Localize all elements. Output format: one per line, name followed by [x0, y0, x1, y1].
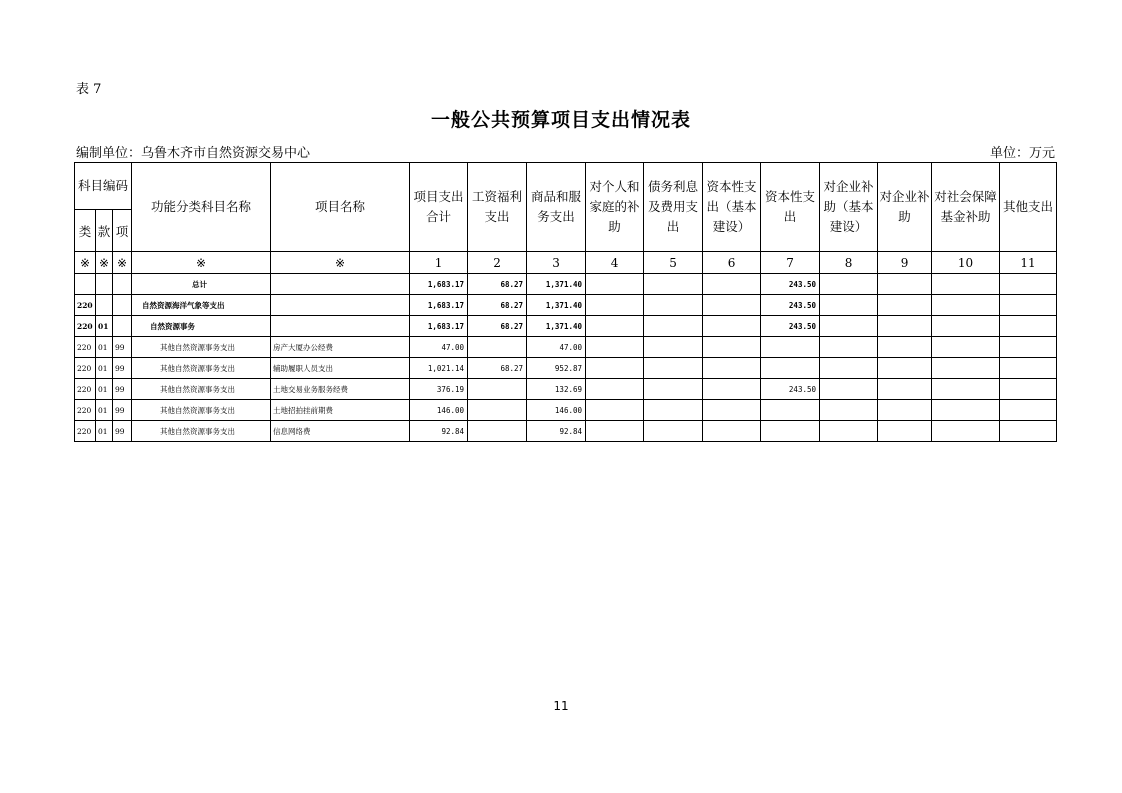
- index-cell: 10: [932, 252, 1000, 274]
- cell-xiang: 99: [113, 379, 132, 400]
- index-cell: 4: [586, 252, 644, 274]
- cell-lei: 220: [75, 316, 96, 337]
- index-cell: 5: [644, 252, 703, 274]
- cell-social-security: [932, 421, 1000, 442]
- table-row: [75, 400, 1057, 421]
- cell-wages: 68.27: [468, 358, 527, 379]
- cell-capital: 243.50: [761, 316, 820, 337]
- cell-debt: [644, 379, 703, 400]
- table-row: [75, 274, 1057, 295]
- cell-debt: [644, 295, 703, 316]
- cell-debt: [644, 316, 703, 337]
- cell-personal: [586, 358, 644, 379]
- cell-kuan: 01: [96, 337, 113, 358]
- table-row: [75, 421, 1057, 442]
- cell-project-name: 土地交易业务服务经费: [271, 379, 410, 400]
- cell-total: 1,021.14: [410, 358, 468, 379]
- cell-capital: 243.50: [761, 274, 820, 295]
- table-row: [75, 379, 1057, 400]
- header-enterprise-basic: 对企业补助（基本建设）: [820, 163, 878, 252]
- header-debt: 债务利息及费用支出: [644, 163, 703, 252]
- index-row: [75, 252, 1057, 274]
- table-row: [75, 295, 1057, 316]
- cell-capital-basic: [703, 316, 761, 337]
- cell-other: [1000, 274, 1057, 295]
- index-cell: 2: [468, 252, 527, 274]
- header-social-security: 对社会保障基金补助: [932, 163, 1000, 252]
- cell-xiang: [113, 316, 132, 337]
- cell-total: 376.19: [410, 379, 468, 400]
- cell-debt: [644, 400, 703, 421]
- header-other: 其他支出: [1000, 163, 1057, 252]
- cell-goods: 47.00: [527, 337, 586, 358]
- cell-capital: [761, 358, 820, 379]
- cell-function-name: 其他自然资源事务支出: [132, 358, 271, 379]
- cell-goods: 952.87: [527, 358, 586, 379]
- cell-other: [1000, 358, 1057, 379]
- cell-xiang: 99: [113, 421, 132, 442]
- cell-enterprise-basic: [820, 316, 878, 337]
- cell-xiang: 99: [113, 400, 132, 421]
- index-cell: 9: [878, 252, 932, 274]
- index-cell: ※: [96, 252, 113, 274]
- cell-wages: [468, 337, 527, 358]
- cell-debt: [644, 358, 703, 379]
- cell-social-security: [932, 316, 1000, 337]
- cell-lei: 220: [75, 379, 96, 400]
- cell-project-name: [271, 274, 410, 295]
- cell-personal: [586, 316, 644, 337]
- cell-wages: 68.27: [468, 295, 527, 316]
- cell-other: [1000, 379, 1057, 400]
- cell-wages: 68.27: [468, 316, 527, 337]
- cell-capital-basic: [703, 337, 761, 358]
- cell-wages: [468, 379, 527, 400]
- cell-debt: [644, 337, 703, 358]
- cell-other: [1000, 295, 1057, 316]
- cell-goods: 92.84: [527, 421, 586, 442]
- cell-goods: 1,371.40: [527, 316, 586, 337]
- cell-enterprise: [878, 337, 932, 358]
- cell-lei: 220: [75, 400, 96, 421]
- cell-enterprise-basic: [820, 337, 878, 358]
- cell-personal: [586, 421, 644, 442]
- cell-capital-basic: [703, 358, 761, 379]
- cell-function-name: 其他自然资源事务支出: [132, 421, 271, 442]
- header-capital-basic: 资本性支出（基本建设）: [703, 163, 761, 252]
- cell-social-security: [932, 337, 1000, 358]
- cell-enterprise-basic: [820, 421, 878, 442]
- cell-capital: [761, 421, 820, 442]
- cell-xiang: [113, 274, 132, 295]
- cell-total: 146.00: [410, 400, 468, 421]
- table-number: 表 7: [76, 82, 102, 97]
- cell-enterprise: [878, 274, 932, 295]
- index-cell: ※: [271, 252, 410, 274]
- cell-debt: [644, 274, 703, 295]
- cell-function-name: 其他自然资源事务支出: [132, 379, 271, 400]
- cell-kuan: 01: [96, 400, 113, 421]
- page-number: 11: [553, 699, 569, 713]
- cell-lei: 220: [75, 295, 96, 316]
- cell-personal: [586, 337, 644, 358]
- index-cell: ※: [132, 252, 271, 274]
- index-cell: 7: [761, 252, 820, 274]
- index-cell: 11: [1000, 252, 1057, 274]
- cell-enterprise-basic: [820, 295, 878, 316]
- cell-project-name: 土地招拍挂前期费: [271, 400, 410, 421]
- cell-goods: 1,371.40: [527, 295, 586, 316]
- cell-total: 1,683.17: [410, 274, 468, 295]
- header-total: 项目支出合计: [410, 163, 468, 252]
- cell-social-security: [932, 379, 1000, 400]
- cell-enterprise: [878, 358, 932, 379]
- cell-enterprise: [878, 400, 932, 421]
- header-personal: 对个人和家庭的补助: [586, 163, 644, 252]
- index-cell: 6: [703, 252, 761, 274]
- cell-function-name: 总计: [132, 274, 271, 295]
- header-project-name: 项目名称: [271, 163, 410, 252]
- cell-xiang: 99: [113, 358, 132, 379]
- cell-function-name: 其他自然资源事务支出: [132, 337, 271, 358]
- cell-kuan: [96, 274, 113, 295]
- cell-lei: [75, 274, 96, 295]
- cell-other: [1000, 421, 1057, 442]
- cell-total: 1,683.17: [410, 295, 468, 316]
- cell-total: 1,683.17: [410, 316, 468, 337]
- header-enterprise: 对企业补助: [878, 163, 932, 252]
- cell-kuan: 01: [96, 316, 113, 337]
- index-cell: 3: [527, 252, 586, 274]
- cell-wages: [468, 400, 527, 421]
- cell-wages: [468, 421, 527, 442]
- header-wages: 工资福利支出: [468, 163, 527, 252]
- cell-function-name: 自然资源海洋气象等支出: [132, 295, 271, 316]
- cell-capital: 243.50: [761, 295, 820, 316]
- cell-capital: 243.50: [761, 379, 820, 400]
- cell-project-name: [271, 316, 410, 337]
- cell-xiang: 99: [113, 337, 132, 358]
- cell-other: [1000, 337, 1057, 358]
- cell-capital: [761, 337, 820, 358]
- cell-enterprise: [878, 379, 932, 400]
- cell-wages: 68.27: [468, 274, 527, 295]
- index-cell: ※: [113, 252, 132, 274]
- cell-capital: [761, 400, 820, 421]
- cell-lei: 220: [75, 358, 96, 379]
- cell-capital-basic: [703, 274, 761, 295]
- index-cell: 1: [410, 252, 468, 274]
- cell-enterprise-basic: [820, 400, 878, 421]
- cell-enterprise: [878, 421, 932, 442]
- money-unit: 单位：万元: [989, 146, 1055, 161]
- index-cell: 8: [820, 252, 878, 274]
- index-cell: ※: [75, 252, 96, 274]
- cell-goods: 1,371.40: [527, 274, 586, 295]
- cell-social-security: [932, 295, 1000, 316]
- cell-project-name: 房产大厦办公经费: [271, 337, 410, 358]
- cell-enterprise: [878, 295, 932, 316]
- cell-personal: [586, 400, 644, 421]
- budget-table: [74, 162, 1057, 442]
- document-title: 一般公共预算项目支出情况表: [430, 109, 691, 131]
- cell-other: [1000, 400, 1057, 421]
- header-xiang: 项: [113, 210, 132, 252]
- cell-personal: [586, 379, 644, 400]
- cell-capital-basic: [703, 421, 761, 442]
- cell-kuan: [96, 295, 113, 316]
- table-row: [75, 358, 1057, 379]
- cell-capital-basic: [703, 379, 761, 400]
- cell-function-name: 自然资源事务: [132, 316, 271, 337]
- cell-enterprise-basic: [820, 379, 878, 400]
- cell-goods: 146.00: [527, 400, 586, 421]
- cell-social-security: [932, 274, 1000, 295]
- cell-xiang: [113, 295, 132, 316]
- table-row: [75, 337, 1057, 358]
- cell-social-security: [932, 358, 1000, 379]
- cell-enterprise-basic: [820, 358, 878, 379]
- cell-personal: [586, 295, 644, 316]
- header-kuan: 款: [96, 210, 113, 252]
- cell-enterprise-basic: [820, 274, 878, 295]
- cell-lei: 220: [75, 421, 96, 442]
- cell-capital-basic: [703, 400, 761, 421]
- cell-capital-basic: [703, 295, 761, 316]
- cell-social-security: [932, 400, 1000, 421]
- cell-goods: 132.69: [527, 379, 586, 400]
- cell-kuan: 01: [96, 379, 113, 400]
- header-goods: 商品和服务支出: [527, 163, 586, 252]
- cell-lei: 220: [75, 337, 96, 358]
- cell-enterprise: [878, 316, 932, 337]
- cell-project-name: [271, 295, 410, 316]
- cell-personal: [586, 274, 644, 295]
- compiling-unit: 编制单位：乌鲁木齐市自然资源交易中心: [76, 146, 311, 161]
- cell-function-name: 其他自然资源事务支出: [132, 400, 271, 421]
- table-row: [75, 316, 1057, 337]
- header-capital: 资本性支出: [761, 163, 820, 252]
- cell-total: 92.84: [410, 421, 468, 442]
- cell-project-name: 信息网络费: [271, 421, 410, 442]
- cell-project-name: 辅助履职人员支出: [271, 358, 410, 379]
- header-function-name: 功能分类科目名称: [132, 163, 271, 252]
- header-code-group: 科目编码: [75, 163, 132, 210]
- cell-kuan: 01: [96, 421, 113, 442]
- cell-total: 47.00: [410, 337, 468, 358]
- cell-kuan: 01: [96, 358, 113, 379]
- cell-other: [1000, 316, 1057, 337]
- header-lei: 类: [75, 210, 96, 252]
- cell-debt: [644, 421, 703, 442]
